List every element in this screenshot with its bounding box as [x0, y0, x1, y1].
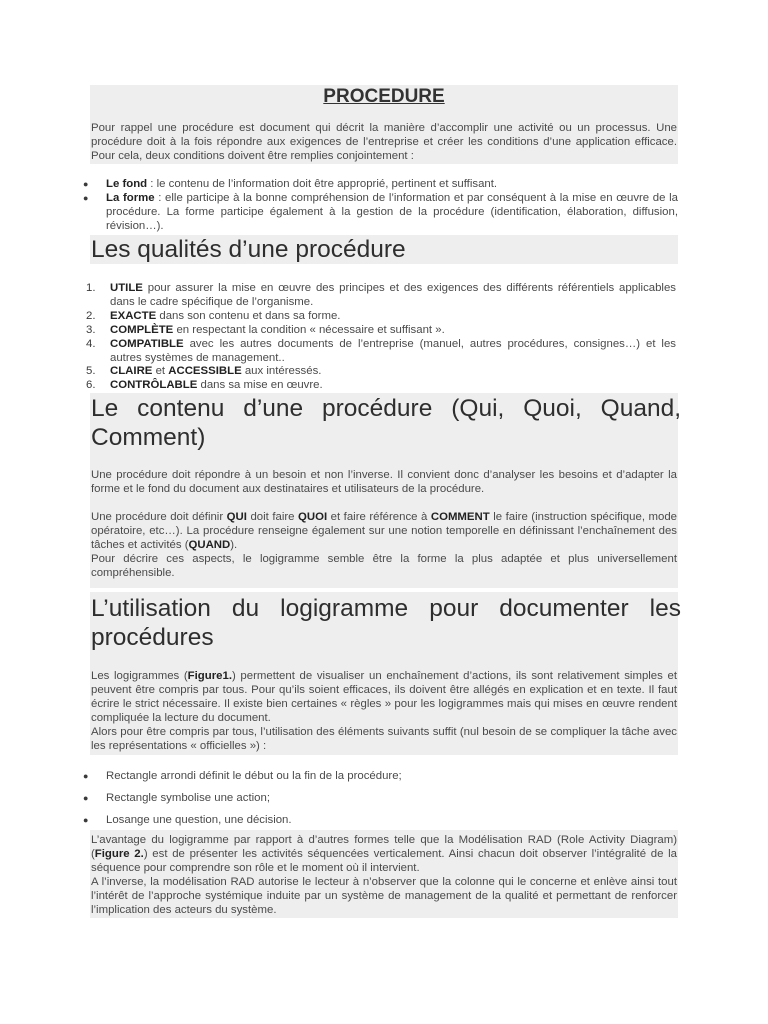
text-run: Les logigrammes (	[91, 670, 188, 682]
bullet-icon: ●	[83, 179, 89, 189]
shapes-list	[80, 769, 678, 835]
text-run: ) est de présenter les activités séquencées verticalement. Ainsi chacun doit observer l’intégralité de la séquence pour comprendre son rôle et le moment où il intervient.	[91, 847, 677, 874]
shape-text: Losange une question, une décision.	[106, 814, 292, 826]
bullet-icon: ●	[83, 192, 89, 203]
text-run: doit faire	[246, 511, 299, 523]
quality-term: CONTRÔLABLE	[110, 379, 198, 392]
keyword-quand: QUAND	[188, 538, 231, 551]
quality-term: EXACTE	[110, 309, 157, 322]
conditions-list	[80, 178, 678, 234]
text-run: Une procédure doit définir	[91, 511, 227, 523]
section3-paragraph-4: A l’inverse, la modélisation RAD autorise le lecteur à n’observer que la colonne qui le concerne et enlève ainsi tout l’intérêt de l’approche systémique induite par un système de management de la qualité et permettant de renforcer l’implication des acteurs du système.	[91, 876, 677, 916]
quality-term: UTILE	[110, 282, 143, 294]
list-item	[80, 338, 676, 366]
list-item	[80, 282, 676, 310]
text-run: ) permettent de visualiser un enchaînement d’actions, ils sont relativement simples et peuvent être compris par tous. Pour qu’ils soient efficaces, ils doivent être allégés en explication et en texte. Il faut écrire le strict nécessaire. Il existe bien certaines « règles » pour les logigrammes mais qui mises en œuvre rendent compliquée la lecture du document.	[91, 670, 677, 724]
list-item	[80, 192, 678, 234]
text-run: L’avantage du logigramme par rapport à d’autres formes telle que la Modélisation RAD (Role Activity Diagram) (	[91, 834, 677, 860]
quality-term: CLAIRE	[110, 365, 153, 378]
list-item	[80, 324, 676, 338]
condition-term: La forme	[106, 191, 155, 204]
item-number: 6.	[86, 379, 96, 392]
item-number: 5.	[86, 365, 96, 378]
list-item	[80, 813, 678, 835]
list-item	[80, 178, 678, 192]
qualities-list	[80, 282, 676, 393]
quality-text: en respectant la condition « nécessaire et suffisant ».	[173, 323, 445, 336]
figure-ref-1: Figure1.	[187, 670, 232, 682]
quality-text: aux intéressés.	[241, 365, 322, 378]
quality-text: avec les autres documents de l’entreprise (manuel, autres procédures, consignes…) et les autres systèmes de management..	[110, 337, 676, 364]
figure-ref-2: Figure 2.	[94, 847, 144, 860]
item-number: 2.	[86, 309, 96, 322]
quality-term: ACCESSIBLE	[168, 365, 242, 378]
keyword-quoi: QUOI	[298, 511, 328, 523]
condition-term: Le fond	[106, 178, 148, 190]
item-number: 4.	[86, 337, 96, 350]
quality-text: dans sa mise en œuvre.	[197, 379, 323, 392]
section-heading-contenu: Le contenu d’une procédure (Qui, Quoi, Quand, Comment)	[91, 395, 681, 451]
text-run: et faire référence à	[327, 511, 431, 523]
quality-connector: et	[152, 365, 169, 378]
bullet-icon: ●	[83, 793, 89, 803]
intro-paragraph	[91, 122, 677, 164]
list-item	[80, 791, 678, 813]
section2-paragraph-3: Pour décrire ces aspects, le logigramme semble être la forme la plus adaptée et plus universellement compréhensible.	[91, 553, 677, 579]
list-item	[80, 310, 676, 324]
intro-text: Pour rappel une procédure est document qui décrit la manière d’accomplir une activité ou un processus. Une procédure doit à la fois répondre aux exigences de l’entreprise et créer les conditions d’une application efficace. Pour cela, deux conditions doivent être remplies conjointement :	[91, 122, 677, 162]
shape-text: Rectangle arrondi définit le début ou la fin de la procédure;	[106, 770, 402, 782]
section2-paragraph-1: Une procédure doit répondre à un besoin et non l’inverse. Il convient donc d’analyser les besoins et d’adapter la forme et le fond du document aux destinataires et utilisateurs de la procédure.	[91, 469, 677, 495]
item-number: 1.	[86, 282, 96, 294]
quality-text: pour assurer la mise en œuvre des principes et des exigences des différents référentiels applicables dans le cadre spécifique de l’organisme.	[110, 282, 676, 308]
bullet-icon: ●	[83, 771, 89, 781]
quality-term: COMPLÈTE	[110, 323, 174, 336]
page-title: PROCEDURE	[323, 86, 445, 107]
section3-paragraph-2: Alors pour être compris par tous, l’utilisation des éléments suivants suffit (nul besoin de se compliquer la tâche avec les représentations « officielles ») :	[91, 726, 677, 752]
section2-paragraph-2	[91, 511, 677, 553]
section3-paragraph-3	[91, 834, 677, 876]
quality-term: COMPATIBLE	[110, 337, 184, 350]
section-heading-logigramme: L’utilisation du logigramme pour documenter les procédures	[91, 595, 681, 651]
condition-text: : elle participe à la bonne compréhension de l’information et par conséquent à la mise en œuvre de la procédure. La forme participe également à la gestion de la procédure (identification, élaboration, diffusion, révision…).	[106, 191, 678, 232]
bullet-icon: ●	[83, 815, 89, 825]
shape-text: Rectangle symbolise une action;	[106, 792, 270, 804]
section-heading-qualites: Les qualités d’une procédure	[91, 236, 406, 263]
text-run: ).	[230, 538, 238, 551]
text-run: le faire (instruction spécifique, mode opératoire, etc…). La procédure renseigne également sur une notion temporelle en définissant l’enchaînement des tâches et activités (	[91, 511, 677, 551]
list-item	[80, 365, 676, 379]
keyword-comment: COMMENT	[430, 511, 490, 523]
list-item	[80, 769, 678, 791]
item-number: 3.	[86, 323, 96, 336]
list-item	[80, 379, 676, 393]
section3-paragraph-1	[91, 670, 677, 726]
quality-text: dans son contenu et dans sa forme.	[156, 309, 341, 322]
condition-text: : le contenu de l’information doit être approprié, pertinent et suffisant.	[147, 178, 498, 190]
keyword-qui: QUI	[226, 511, 247, 523]
